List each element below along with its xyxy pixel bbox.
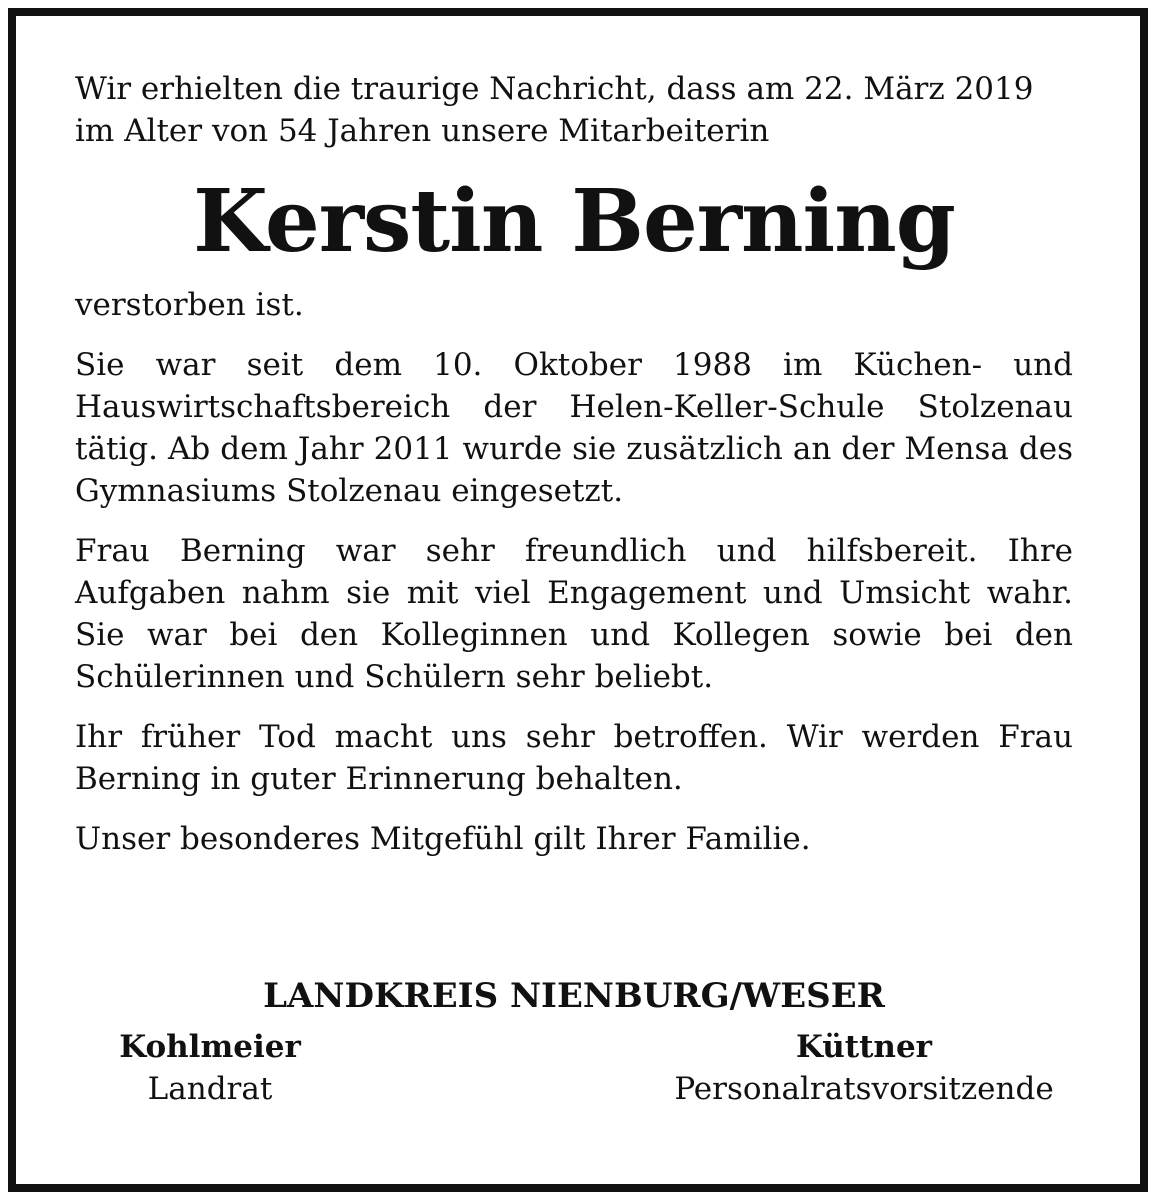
signer-name: Kohlmeier (119, 1029, 301, 1065)
paragraph-character: Frau Berning war sehr freundlich und hilfsbereit. Ihre Aufgaben nahm sie mit viel Engagement und Umsicht wahr. Sie war bei den Kolleginnen und Kollegen sowie bei den Schülerinnen und Schülern sehr beliebt. (75, 533, 1073, 695)
signer-left (95, 1026, 325, 1110)
signer-name: Küttner (795, 1029, 933, 1065)
signature-block (75, 972, 1073, 1110)
intro-text: Wir erhielten die traurige Nachricht, dass am 22. März 2019 im Alter von 54 Jahren unsere Mitarbeiterin (75, 71, 1034, 149)
paragraph-employment: Sie war seit dem 10. Oktober 1988 im Küchen- und Hauswirtschaftsbereich der Helen-Keller-Schule Stolzenau tätig. Ab dem Jahr 2011 wurde sie zusätzlich an der Mensa des Gymnasiums Stolzenau eingesetzt. (75, 347, 1073, 509)
paragraph-condolence: Unser besonderes Mitgefühl gilt Ihrer Familie. (75, 821, 811, 857)
signer-right (649, 1026, 1079, 1110)
organization-name: LANDKREIS NIENBURG/WESER (263, 976, 885, 1016)
notice-body (75, 68, 1073, 878)
paragraph-remembrance: Ihr früher Tod macht uns sehr betroffen. Wir werden Frau Berning in guter Erinnerung behalten. (75, 719, 1073, 797)
signer-role: Personalratsvorsitzende (674, 1071, 1054, 1107)
signers-row (75, 1026, 1073, 1110)
paragraph-passed-away: verstorben ist. (75, 287, 304, 323)
deceased-name: Kerstin Berning (193, 171, 955, 272)
signer-role: Landrat (147, 1071, 273, 1107)
